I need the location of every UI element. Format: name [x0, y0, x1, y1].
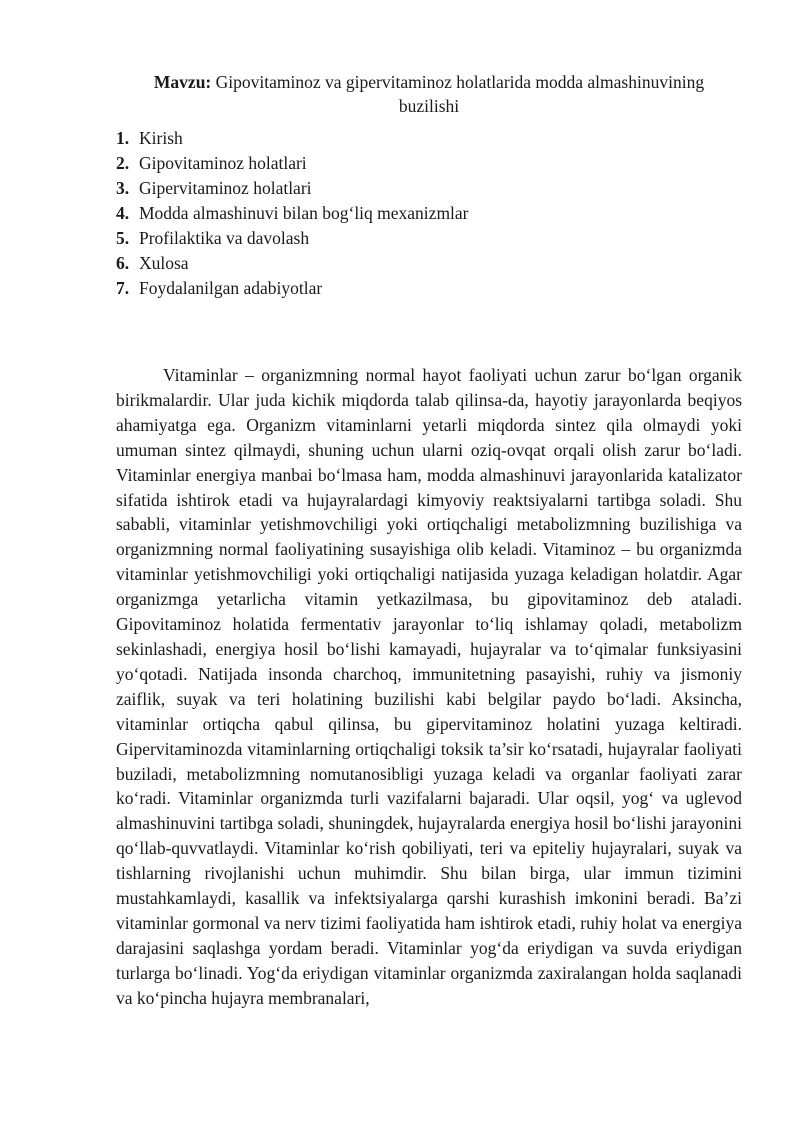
- toc-item: [116, 251, 742, 276]
- toc-item: [116, 201, 742, 226]
- table-of-contents: [116, 126, 742, 301]
- title-label: Mavzu:: [153, 72, 212, 92]
- toc-text: Gipovitaminoz holatlari: [139, 153, 307, 173]
- toc-item: [116, 126, 742, 151]
- toc-number: 3.: [116, 178, 130, 198]
- toc-text: Xulosa: [139, 253, 189, 273]
- toc-number: 4.: [116, 203, 130, 223]
- toc-number: 6.: [116, 253, 130, 273]
- toc-text: Foydalanilgan adabiyotlar: [139, 278, 323, 298]
- toc-item: [116, 151, 742, 176]
- toc-text: Kirish: [139, 128, 183, 148]
- body-paragraph: Vitaminlar – organizmning normal hayot faoliyati uchun zarur bo‘lgan organik birikmalardir. Ular juda kichik miqdorda talab qilinsa-da, hayotiy jarayonlarda beqiyos ahamiyatga ega. Organizm vitaminlarni yetarli miqdorda sintez qila olmaydi yoki umuman sintez qilmaydi, shuning uchun ularni oziq-ovqat orqali olish zarur bo‘ladi. Vitaminlar energiya manbai bo‘lmasa ham, modda almashinuvi jarayonlarida katalizator sifatida ishtirok etadi va hujayralardagi kimyoviy reaktsiyalarni tartibga soladi. Shu sababli, vitaminlar yetishmovchiligi yoki ortiqchaligi metabolizmning buzilishiga va organizmning normal faoliyatining susayishiga olib keladi. Vitaminoz – bu organizmda vitaminlar yetishmovchiligi yoki ortiqchaligi natijasida yuzaga keladigan holatdir. Agar organizmga yetarlicha vitamin yetkazilmasa, bu gipovitaminoz deb ataladi. Gipovitaminoz holatida fermentativ jarayonlar to‘liq ishlamay qoladi, metabolizm sekinlashadi, energiya hosil bo‘lishi kamayadi, hujayralar va to‘qimalar funksiyasini yo‘qotadi. Natijada insonda charchoq, immunitetning pasayishi, ruhiy va jismoniy zaiflik, suyak va teri holatining buzilishi kabi belgilar paydo bo‘ladi. Aksincha, vitaminlar ortiqcha qabul qilinsa, bu gipervitaminoz holatini yuzaga keltiradi. Gipervitaminozda vitaminlarning ortiqchaligi toksik ta’sir ko‘rsatadi, hujayralar faoliyati buziladi, metabolizmning nomutanosibligi yuzaga keladi va organlar faoliyati zarar ko‘radi. Vitaminlar organizmda turli vazifalarni bajaradi. Ular oqsil, yog‘ va uglevod almashinuvini tartibga soladi, shuningdek, hujayralarda energiya hosil bo‘lishi jarayonini qo‘llab-quvvatlaydi. Vitaminlar ko‘rish qobiliyati, teri va epiteliy hujayralari, suyak va tishlarning rivojlanishi uchun muhimdir. Shu bilan birga, ular immun tizimini mustahkamlaydi, kasallik va infektsiyalarga qarshi kurashish imkonini beradi. Ba’zi vitaminlar gormonal va nerv tizimi faoliyatida ham ishtirok etadi, ruhiy holat va energiya darajasini saqlashga yordam beradi. Vitaminlar yog‘da eriydigan va suvda eriydigan turlarga bo‘linadi. Yog‘da eriydigan vitaminlar organizmda zaxiralangan holda saqlanadi va ko‘pincha hujayra membranalari,: [116, 365, 742, 1008]
- toc-item: [116, 226, 742, 251]
- document-page: [116, 70, 742, 1011]
- toc-item: [116, 176, 742, 201]
- toc-number: 2.: [116, 153, 130, 173]
- toc-number: 5.: [116, 228, 130, 248]
- toc-number: 1.: [116, 128, 130, 148]
- toc-number: 7.: [116, 278, 130, 298]
- toc-item: [116, 276, 742, 301]
- toc-text: Modda almashinuvi bilan bog‘liq mexanizmlar: [139, 203, 469, 223]
- document-title: [116, 70, 742, 118]
- toc-text: Gipervitaminoz holatlari: [139, 178, 312, 198]
- toc-text: Profilaktika va davolash: [139, 228, 310, 248]
- title-text: Gipovitaminoz va gipervitaminoz holatlarida modda almashinuvining buzilishi: [211, 72, 705, 116]
